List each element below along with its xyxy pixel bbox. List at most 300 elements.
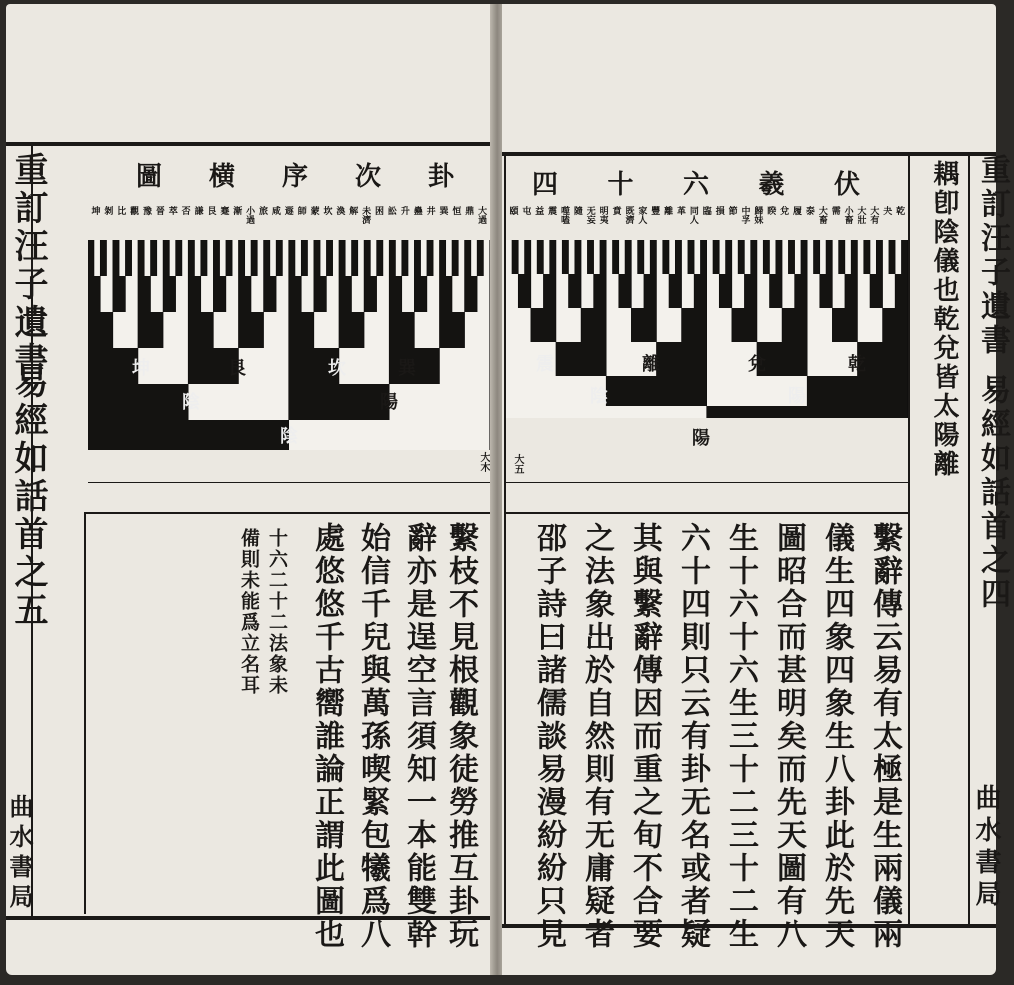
yao-cell xyxy=(383,240,389,276)
trigram-label: 坤 xyxy=(132,358,150,379)
yao-cell xyxy=(720,240,726,274)
text-column: 圖昭合而甚明矣而先天圖有八 xyxy=(771,522,806,951)
yao-cell xyxy=(669,274,681,308)
yao-cell xyxy=(833,274,845,308)
text-column: 其與繫辭傳因而重之旬不合要 xyxy=(627,522,662,951)
yao-cell xyxy=(820,240,826,274)
hexagram-name: 渙 xyxy=(334,206,345,215)
left-page xyxy=(6,4,496,975)
yao-cell xyxy=(201,240,207,276)
yao-cell xyxy=(189,384,289,420)
yao-cell xyxy=(402,276,414,312)
hexagram-name: 大有 xyxy=(868,206,879,224)
hexagram-name: 升 xyxy=(398,206,409,215)
yao-cell xyxy=(220,240,226,276)
yao-cell xyxy=(145,240,151,276)
hexagram-name: 頤 xyxy=(507,206,518,215)
yao-cell xyxy=(88,240,94,276)
yao-cell xyxy=(776,240,782,274)
yao-cell xyxy=(663,240,669,274)
yao-cell xyxy=(176,240,182,276)
trigram-label: 坎 xyxy=(328,358,346,379)
yao-cell xyxy=(563,240,569,274)
yao-cell xyxy=(138,312,163,348)
margin-note: 大木 xyxy=(478,452,489,472)
hexagram-name: 大畜 xyxy=(816,206,827,224)
yao-cell xyxy=(88,384,188,420)
yao-cell xyxy=(820,274,832,308)
yao-cell xyxy=(519,240,525,274)
yao-cell xyxy=(440,240,446,276)
yao-cell xyxy=(226,240,232,276)
hexagram-chart-svg xyxy=(506,240,908,418)
chart-title-char: 圖 xyxy=(136,162,165,192)
yao-cell xyxy=(126,276,138,312)
hexagram-name: 否 xyxy=(179,206,190,215)
text-column: 儀生四象四象生八卦此於先天 xyxy=(819,522,854,951)
hexagram-name: 豫 xyxy=(141,206,151,215)
hexagram-name: 比 xyxy=(115,206,126,215)
yao-cell xyxy=(833,240,839,274)
yao-cell xyxy=(113,240,119,276)
hexagram-name: 履 xyxy=(791,206,802,215)
four-image-label: 陽 xyxy=(380,392,398,413)
yao-cell xyxy=(581,274,593,308)
hexagram-name: 蠱 xyxy=(411,206,422,215)
trigram-label: 震 xyxy=(536,354,554,375)
yao-cell xyxy=(789,240,795,274)
yao-cell xyxy=(440,312,465,348)
side-title-top: 重訂汪子遺書 xyxy=(8,152,48,380)
yao-cell xyxy=(556,342,606,376)
yao-cell xyxy=(289,312,314,348)
yao-cell xyxy=(239,240,245,276)
yao-cell xyxy=(556,308,581,342)
yao-cell xyxy=(613,240,619,274)
yao-cell xyxy=(707,406,907,418)
yao-cell xyxy=(581,240,587,274)
yao-cell xyxy=(264,276,276,312)
yao-cell xyxy=(883,240,889,274)
yao-cell xyxy=(600,240,606,274)
yao-cell xyxy=(239,312,264,348)
hexagram-name: 訟 xyxy=(385,206,396,215)
yao-cell xyxy=(239,276,251,312)
yao-cell xyxy=(214,312,239,348)
yao-cell xyxy=(632,240,638,274)
text-column: 之法象出於自然則有无庸疑者 xyxy=(579,522,614,951)
yao-cell xyxy=(808,308,833,342)
yao-cell xyxy=(251,276,263,312)
yao-cell xyxy=(682,308,707,342)
yao-cell xyxy=(214,276,226,312)
yao-cell xyxy=(170,240,176,276)
yao-cell xyxy=(151,276,163,312)
hexagram-name: 觀 xyxy=(128,206,139,215)
yao-cell xyxy=(726,240,732,274)
hexagram-name: 漸 xyxy=(231,206,242,215)
small-text-column: 十六二十二法象未 xyxy=(266,528,288,696)
chart-title-char: 次 xyxy=(354,162,383,192)
yao-cell xyxy=(895,274,907,308)
yao-cell xyxy=(289,240,295,276)
yao-cell xyxy=(669,240,675,274)
yao-cell xyxy=(163,312,188,348)
yao-cell xyxy=(364,276,376,312)
yao-cell xyxy=(113,312,138,348)
side-title-bottom: 易經如話首之五 xyxy=(8,364,48,630)
yao-cell xyxy=(276,276,288,312)
margin-note: 大五 xyxy=(512,454,523,474)
yao-cell xyxy=(477,276,489,312)
yao-cell xyxy=(676,240,682,274)
yao-cell xyxy=(826,240,832,274)
yao-cell xyxy=(214,240,220,276)
text-column: 耦卽陰儀也乾兌皆太陽離 xyxy=(929,160,959,479)
yao-cell xyxy=(594,240,600,274)
hexagram-name: 家人 xyxy=(636,206,647,224)
hexagram-name: 晉 xyxy=(153,206,164,215)
chart-title-char: 卦 xyxy=(427,162,456,192)
hexagram-name: 隨 xyxy=(571,206,582,215)
yao-cell xyxy=(101,240,107,276)
chart-title-char: 十 xyxy=(607,170,636,200)
yao-cell xyxy=(390,276,402,312)
text-column: 邵子詩曰諸儒談易漫紛紛只見 xyxy=(531,522,566,951)
hexagram-name: 小畜 xyxy=(842,206,853,224)
yao-cell xyxy=(320,240,326,276)
yao-cell xyxy=(808,240,814,274)
yao-cell xyxy=(201,276,213,312)
yao-cell xyxy=(644,240,650,274)
yao-cell xyxy=(694,274,706,308)
yao-cell xyxy=(415,276,427,312)
two-mode-label: 陰 xyxy=(280,426,298,447)
yao-cell xyxy=(644,274,656,308)
yao-cell xyxy=(531,240,537,274)
chart-title-char: 伏 xyxy=(833,170,862,200)
yao-cell xyxy=(864,240,870,274)
hexagram-name: 解 xyxy=(347,206,358,215)
yao-cell xyxy=(782,274,794,308)
yao-cell xyxy=(352,240,358,276)
yao-cell xyxy=(607,274,619,308)
text-column: 生十六十六生三十二三十二生 xyxy=(723,522,758,951)
hexagram-name: 困 xyxy=(373,206,384,215)
yao-cell xyxy=(264,312,289,348)
yao-cell xyxy=(650,240,656,274)
trigram-label: 巽 xyxy=(398,358,416,379)
yao-cell xyxy=(657,274,669,308)
yao-cell xyxy=(537,240,543,274)
yao-cell xyxy=(352,276,364,312)
yao-cell xyxy=(88,276,100,312)
yao-cell xyxy=(308,240,314,276)
yao-cell xyxy=(569,274,581,308)
trigram-label: 兌 xyxy=(748,354,766,375)
hexagram-name: 夬 xyxy=(881,206,892,215)
yao-cell xyxy=(364,240,370,276)
yao-cell xyxy=(745,274,757,308)
yao-cell xyxy=(408,240,414,276)
side-title-bottom: 易經如話首之四 xyxy=(975,374,1010,612)
yao-cell xyxy=(883,308,908,342)
yao-cell xyxy=(544,274,556,308)
yao-cell xyxy=(433,240,439,276)
chart-title-char: 羲 xyxy=(758,170,787,200)
trigram-label: 乾 xyxy=(848,354,866,375)
yao-cell xyxy=(339,276,351,312)
yao-cell xyxy=(195,240,201,276)
yao-cell xyxy=(619,274,631,308)
yao-cell xyxy=(459,240,465,276)
yao-cell xyxy=(839,240,845,274)
yao-cell xyxy=(569,240,575,274)
chart-title-char: 横 xyxy=(208,162,237,192)
hexagram-name: 蒙 xyxy=(308,206,319,215)
hexagram-name: 无妄 xyxy=(584,206,595,224)
hexagram-name: 臨 xyxy=(700,206,711,215)
hexagram-name: 巽 xyxy=(437,206,448,215)
hexagram-name: 睽 xyxy=(765,206,776,215)
yao-cell xyxy=(738,240,744,274)
yao-cell xyxy=(801,240,807,274)
yao-cell xyxy=(770,274,782,308)
text-column: 繫枝不見根觀象徒勞推互卦玩 xyxy=(443,522,478,951)
yao-cell xyxy=(377,240,383,276)
yao-cell xyxy=(465,312,490,348)
yao-cell xyxy=(814,240,820,274)
hexagram-name: 坎 xyxy=(321,206,332,215)
yao-cell xyxy=(427,276,439,312)
hexagram-name: 遯 xyxy=(282,206,293,215)
yao-cell xyxy=(452,240,458,276)
yao-cell xyxy=(364,312,389,348)
hexagram-name: 明夷 xyxy=(597,206,608,224)
yao-cell xyxy=(390,240,396,276)
yao-cell xyxy=(632,308,657,342)
yao-cell xyxy=(607,376,707,406)
yao-cell xyxy=(808,274,820,308)
yao-cell xyxy=(845,240,851,274)
yao-cell xyxy=(707,240,713,274)
left-text-rule xyxy=(84,514,86,914)
yao-cell xyxy=(889,240,895,274)
yao-cell xyxy=(339,312,364,348)
yao-cell xyxy=(757,308,782,342)
yao-cell xyxy=(289,276,301,312)
yao-cell xyxy=(701,240,707,274)
yao-cell xyxy=(289,384,389,420)
yao-cell xyxy=(138,276,150,312)
yao-cell xyxy=(782,308,807,342)
yao-cell xyxy=(657,308,682,342)
yao-cell xyxy=(88,420,288,450)
hexagram-name: 鼎 xyxy=(463,206,474,215)
text-column: 辭亦是逞空言須知一本能雙幹 xyxy=(401,522,436,951)
chart-title-char: 序 xyxy=(281,162,310,192)
yao-cell xyxy=(245,240,251,276)
hexagram-name: 未濟 xyxy=(360,206,371,224)
yao-cell xyxy=(371,240,377,276)
hexagram-name: 蹇 xyxy=(218,206,229,215)
right-chart-bottom-rule xyxy=(504,512,908,514)
trigram-label: 艮 xyxy=(228,358,246,379)
yao-cell xyxy=(757,240,763,274)
yao-cell xyxy=(314,240,320,276)
yao-cell xyxy=(594,274,606,308)
yao-cell xyxy=(452,276,464,312)
yao-cell xyxy=(440,348,490,384)
hexagram-name: 大壯 xyxy=(855,206,866,224)
yao-cell xyxy=(314,312,339,348)
hexagram-name: 節 xyxy=(726,206,737,215)
chart-title xyxy=(532,164,862,201)
hexagram-name-row xyxy=(88,206,488,234)
yao-cell xyxy=(902,240,908,274)
yao-cell xyxy=(327,276,339,312)
yao-cell xyxy=(732,308,757,342)
yao-cell xyxy=(883,274,895,308)
yao-cell xyxy=(239,348,289,384)
hexagram-name: 兌 xyxy=(778,206,789,215)
yao-cell xyxy=(107,240,113,276)
yao-cell xyxy=(415,240,421,276)
yao-cell xyxy=(390,384,490,420)
yao-cell xyxy=(339,240,345,276)
hexagram-name: 豐 xyxy=(649,206,660,215)
publisher: 曲水書局 xyxy=(971,784,1001,912)
yao-cell xyxy=(471,240,477,276)
yao-cell xyxy=(421,240,427,276)
hexagram-name: 師 xyxy=(295,206,306,215)
yao-cell xyxy=(808,376,908,406)
yao-cell xyxy=(588,240,594,274)
hexagram-name: 乾 xyxy=(894,206,905,215)
chart-base-rule xyxy=(88,482,490,483)
yao-cell xyxy=(151,240,157,276)
yao-cell xyxy=(556,240,562,274)
yao-cell xyxy=(525,240,531,274)
yao-cell xyxy=(870,274,882,308)
yao-cell xyxy=(751,240,757,274)
yao-cell xyxy=(189,240,195,276)
yao-cell xyxy=(232,240,238,276)
side-title-top: 重訂汪子遺書 xyxy=(975,154,1010,358)
yao-cell xyxy=(851,240,857,274)
hexagram-name: 震 xyxy=(546,206,557,215)
yao-cell xyxy=(226,276,238,312)
hexagram-name: 既濟 xyxy=(623,206,634,224)
yao-cell xyxy=(314,276,326,312)
yao-cell xyxy=(295,240,301,276)
yao-cell xyxy=(694,240,700,274)
hexagram-name: 中孚 xyxy=(739,206,750,224)
yao-cell xyxy=(377,276,389,312)
right-chart-rule xyxy=(908,152,910,924)
yao-cell xyxy=(732,240,738,274)
yao-cell xyxy=(720,274,732,308)
yao-cell xyxy=(707,274,719,308)
yao-cell xyxy=(258,240,264,276)
yao-cell xyxy=(632,274,644,308)
hexagram-name: 革 xyxy=(675,206,686,215)
yao-cell xyxy=(544,240,550,274)
hexagram-name: 咸 xyxy=(269,206,280,215)
yao-cell xyxy=(638,240,644,274)
yao-cell xyxy=(132,240,138,276)
yao-cell xyxy=(682,274,694,308)
yao-cell xyxy=(512,240,518,274)
yao-cell xyxy=(531,308,556,342)
yao-cell xyxy=(625,240,631,274)
yao-cell xyxy=(506,240,512,274)
yao-cell xyxy=(346,240,352,276)
yao-cell xyxy=(575,240,581,274)
hexagram-name: 益 xyxy=(533,206,544,215)
hexagram-name: 井 xyxy=(424,206,435,215)
yao-cell xyxy=(396,240,402,276)
yao-cell xyxy=(358,240,364,276)
yao-cell xyxy=(713,240,719,274)
chart-title-char: 四 xyxy=(532,170,561,200)
yao-cell xyxy=(858,240,864,274)
hexagram-name: 大過 xyxy=(476,206,487,224)
yao-cell xyxy=(895,240,901,274)
yao-cell xyxy=(550,240,556,274)
hexagram-name: 坤 xyxy=(89,206,100,215)
yao-cell xyxy=(581,308,606,342)
yao-cell xyxy=(870,240,876,274)
yao-cell xyxy=(94,240,100,276)
yao-cell xyxy=(138,240,144,276)
hexagram-name: 損 xyxy=(713,206,724,215)
hexagram-name-row xyxy=(506,206,906,234)
two-mode-label: 陽 xyxy=(692,428,710,449)
yao-cell xyxy=(427,240,433,276)
chart-title xyxy=(136,156,456,193)
yao-cell xyxy=(339,348,389,384)
yao-cell xyxy=(251,240,257,276)
hexagram-name: 泰 xyxy=(803,206,814,215)
hexagram-name: 需 xyxy=(829,206,840,215)
yao-cell xyxy=(477,240,483,276)
trigram-label: 離 xyxy=(642,354,660,375)
hexagram-name: 艮 xyxy=(205,206,216,215)
yao-cell xyxy=(764,240,770,274)
yao-cell xyxy=(302,276,314,312)
yao-cell xyxy=(484,240,490,276)
publisher: 曲水書局 xyxy=(5,794,34,914)
yao-cell xyxy=(333,240,339,276)
small-text-column: 備則未能爲立名耳 xyxy=(238,528,260,696)
yao-cell xyxy=(770,240,776,274)
yao-cell xyxy=(163,276,175,312)
yao-cell xyxy=(688,240,694,274)
hexagram-name: 剝 xyxy=(102,206,113,215)
hexagram-name: 小過 xyxy=(244,206,255,224)
yao-cell xyxy=(858,274,870,308)
hexagram-name: 離 xyxy=(662,206,673,215)
hexagram-chart xyxy=(88,240,490,450)
hexagram-name: 歸妹 xyxy=(752,206,763,224)
text-column: 始信千兒與萬孫喫緊包犧爲八 xyxy=(355,522,390,951)
four-image-label: 陰 xyxy=(590,386,608,407)
yao-cell xyxy=(858,308,883,342)
yao-cell xyxy=(126,240,132,276)
yao-cell xyxy=(327,240,333,276)
yao-cell xyxy=(833,308,858,342)
